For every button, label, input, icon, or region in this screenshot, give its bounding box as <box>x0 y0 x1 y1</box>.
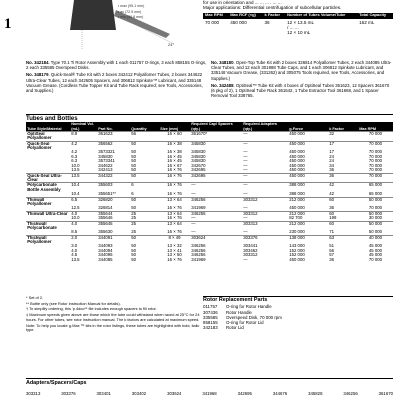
spec-table <box>203 13 393 36</box>
tubes-cell: 50 <box>131 257 136 262</box>
tubes-cell: 70 000 <box>358 173 393 183</box>
tubes-cell: — <box>243 163 248 168</box>
tubes-cell: 355651** <box>98 192 116 197</box>
tubes-column-header: Tube Style/Material <box>26 122 70 132</box>
adapter-part-number: 341968 <box>202 391 217 396</box>
tubes-table <box>26 122 393 262</box>
tubes-cell: 25 <box>131 230 136 235</box>
tubes-cell: 13 × 64 <box>159 197 190 206</box>
tubes-cell: 50 <box>130 197 159 206</box>
tubes-cell: 355645 <box>97 221 130 230</box>
tubes-cell: 344093 <box>98 244 113 249</box>
spec-header: k Factor <box>263 13 286 19</box>
tubes-cell: 50 <box>130 173 159 183</box>
spec-cell: 162 mL <box>359 19 375 25</box>
tubes-cell: 16 × 76 <box>167 192 182 197</box>
tubes-cell: 50 000 <box>358 197 393 206</box>
tubes-cell: 326814 <box>98 206 113 211</box>
tubes-cell: 8.9 <box>70 132 97 142</box>
tube-style: Thinwall Polyallomer <box>26 197 70 206</box>
tubes-cell: 143 000 <box>289 244 305 249</box>
spec-intro <box>203 0 393 11</box>
tubes-cell: 326820 <box>97 197 130 206</box>
tubes-cell: 70 000 <box>368 206 383 211</box>
tubes-cell: — <box>190 183 242 192</box>
tubes-cell: 345830 <box>191 159 206 164</box>
tubes-cell: 13 × 64 <box>159 221 190 230</box>
tubes-cell: — <box>243 150 248 155</box>
tubes-cell: 36 <box>329 206 334 211</box>
axis-label: Axis of Rotation <box>78 2 107 7</box>
adapter-part-number: 303624 <box>167 391 182 396</box>
tubes-cell: 344094 <box>98 248 113 253</box>
part-description: O-ring for Rotor Handle <box>226 304 272 310</box>
tubes-cell: 230 000 <box>289 230 305 235</box>
tubes-cell: 152 000 <box>289 248 305 253</box>
tubes-cell: 13.5 <box>70 173 97 183</box>
tubes-row <box>26 221 393 230</box>
tubes-cell: 344322 <box>97 173 130 183</box>
tubes-cell: 70 000 <box>358 132 393 142</box>
tubes-cell: — <box>242 132 288 142</box>
tubes-cell: 450 000 <box>289 163 305 168</box>
tubes-cell: 345830 <box>191 150 206 155</box>
part-description: O-ring for Rotor Lid <box>226 320 264 326</box>
tubes-cell: — <box>243 230 248 235</box>
tubes-cell: 4.0 <box>70 211 97 216</box>
adapter-part-number: 303313 <box>26 391 41 396</box>
tubes-cell: 303312 <box>242 197 288 206</box>
tubes-cell: 303624 <box>190 235 242 244</box>
tubes-cell: 4.5 <box>71 253 78 258</box>
tubes-cell: 13 × 50 <box>167 253 182 258</box>
tubes-cell: 355603 <box>97 183 130 192</box>
section-number: 1 <box>4 16 12 32</box>
tubes-cell: 10.4 <box>70 183 97 192</box>
tubes-cell: 6.3 <box>71 154 78 159</box>
tubes-cell: 13 × 64 <box>159 211 190 216</box>
tubes-cell: 45 000 <box>368 248 383 253</box>
spec-header: Number of Tubes Volume/Tube <box>285 13 357 19</box>
radius-label: r av (72.9 mm) <box>118 9 142 14</box>
tubes-cell: — <box>242 183 288 192</box>
tubes-cell: 16 × 38 <box>159 141 190 150</box>
spec-intro-line: Major applications: Differential centrifugation of subcellular particles. <box>203 5 342 11</box>
tubes-cell: 8 × 49 <box>159 235 190 244</box>
tubes-cell: 355646 <box>98 216 113 221</box>
tubes-cell: 344091 <box>97 235 130 244</box>
tubes-cell: 36 <box>329 257 334 262</box>
adapters-row <box>26 391 393 396</box>
kit-number: No. 342184 <box>26 60 49 65</box>
tube-style: Quick-Seal Polyallomer <box>26 141 70 150</box>
tubes-cell: 344085 <box>98 257 113 262</box>
tubes-cell: 345830 <box>190 141 242 150</box>
adapter-part-number: 344676 <box>272 391 288 396</box>
kit-text: . Type 70.1 Ti Rotor Assembly with 1 each 011757 O-rings, 3 each 858155 O-rings, 2 each 335585 Overspeed Disks. <box>26 60 207 71</box>
tubes-cell: 24 <box>329 154 334 159</box>
tubes-cell: 345830 <box>191 154 206 159</box>
tubes-column-header: Nominal Vol. (mL) <box>70 122 97 132</box>
tubes-cell: 4.0 <box>71 248 78 253</box>
tubes-cell: 303313 <box>242 221 288 230</box>
part-description: Overspeed Disk, 70 000 rpm <box>226 314 282 320</box>
tubes-cell: 50 <box>131 248 136 253</box>
spec-cell: 36 <box>264 19 270 25</box>
tubes-cell: 70 000 <box>368 168 383 173</box>
spec-header: Max RCF (×g) <box>228 13 262 19</box>
spec-cell: 12 × 13.5 mL / ... ... 12 × 10 mL <box>287 19 315 35</box>
tubes-cell: 51 <box>329 244 334 249</box>
tubes-cell: 71 <box>329 230 334 235</box>
tubes-cell: 303312 <box>243 253 258 258</box>
tubes-cell: — <box>243 168 248 173</box>
tubes-cell: 388 000 <box>288 183 328 192</box>
tubes-cell: 17 <box>329 150 334 155</box>
tubes-cell: 138 000 <box>288 235 328 244</box>
tubes-row <box>26 132 393 142</box>
tubes-cell: 16 × 76 <box>167 230 182 235</box>
tubes-cell: 50 000 <box>358 211 393 216</box>
tubes-cell: 16 × 45 <box>167 159 182 164</box>
radius-label: r max (95.1 mm) <box>118 4 145 8</box>
tubes-column-header: g-Force <box>288 122 328 132</box>
tubes-cell: — <box>243 216 248 221</box>
tubes-cell: 341969 <box>191 257 206 262</box>
tubes-cell: 303462 <box>243 248 258 253</box>
tubes-column-header: Quantity <box>130 122 159 132</box>
part-description: Rotor Handle <box>226 309 252 315</box>
tubes-cell: 342695 <box>191 168 206 173</box>
tubes-cell: 13 × 32 <box>167 244 182 249</box>
tubes-cell: 16 × 76 <box>167 257 182 262</box>
adapter-part-number: 342695 <box>237 391 252 396</box>
tubes-cell: 50 <box>131 168 136 173</box>
part-number: 335585 <box>203 314 218 320</box>
tubes-cell: — <box>243 257 248 262</box>
tubes-cell: — <box>190 221 242 230</box>
kit-item <box>211 83 393 99</box>
tubes-row <box>26 235 393 244</box>
tubes-cell: 346256 <box>191 244 206 249</box>
tubes-cell: 6.5 <box>70 197 97 206</box>
tubes-cell: 16 × 76 <box>159 183 190 192</box>
replacement-part <box>203 325 393 330</box>
tubes-cell: 70 000 <box>368 154 383 159</box>
tubes-cell: 70 000 <box>358 141 393 150</box>
tubes-cell: 17 <box>328 141 358 150</box>
tubes-cell: 450 000 <box>288 132 328 142</box>
tubes-cell: 82 700 <box>289 216 303 221</box>
tubes-cell: 303312 <box>242 211 288 216</box>
tubes-cell: 57 <box>329 253 334 258</box>
tubes-cell: 60 <box>328 197 358 206</box>
kit-column-right <box>211 60 393 98</box>
tube-style: Thickwall Polycarbonate <box>26 221 70 230</box>
adapter-part-number: 345828 <box>308 391 323 396</box>
footnote: Note: To help you locate g-Max ™ kits in the rotor listings, these tubes are highlighted with bold, italic type. <box>26 322 200 333</box>
spec-header: Total Capacity <box>357 13 393 19</box>
tubes-cell: 346256 <box>190 197 242 206</box>
kit-item <box>211 60 393 81</box>
adapter-part-number: 361670 <box>378 391 393 396</box>
tubes-cell: 70 000 <box>368 163 383 168</box>
footnote: * Set of 2. <box>26 295 44 300</box>
tubes-cell: 16 × 38 <box>167 150 182 155</box>
tubes-cell: — <box>243 206 248 211</box>
tubes-cell: 65 000 <box>358 183 393 192</box>
tubes-column-header: Required Cap/ Spacers (qty.) <box>190 122 242 132</box>
adapter-part-number: 346256 <box>343 391 358 396</box>
spec-header: Max RPM <box>203 13 228 19</box>
tubes-cell: 356562 <box>97 141 130 150</box>
tubes-cell: 70 000 <box>368 150 383 155</box>
tube-style: Thickwall Polyallomer <box>26 235 70 244</box>
tubes-cell: 25 <box>130 211 159 216</box>
tubes-column-header: Part No. <box>97 122 130 132</box>
tubes-cell: 50 <box>131 253 136 258</box>
tube-style <box>26 258 70 263</box>
tubes-cell: 355644 <box>97 211 130 216</box>
tubes-cell: 40 000 <box>358 235 393 244</box>
tubes-cell: 13.5 <box>71 168 80 173</box>
tubes-cell: 30 000 <box>368 216 383 221</box>
tubes-cell: 50 <box>131 150 136 155</box>
spec-intro-line: for use in orientation and ... ... ... . ... ... <box>203 0 282 5</box>
tubes-cell: 45 000 <box>368 244 383 249</box>
kit-column-left <box>26 60 208 98</box>
tubes-cell: 50 <box>131 163 136 168</box>
tubes-cell: 50 <box>131 206 136 211</box>
tubes-cell: 450 000 <box>289 154 305 159</box>
footnote: † To simplify ordering, this 'p.4doc** file includes enough spacers to fill rotor. <box>26 306 157 312</box>
tubes-cell: 8.5 <box>71 230 78 235</box>
tubes-cell: 450 000 <box>289 150 305 155</box>
kit-number: No. 348180 <box>211 60 234 65</box>
tubes-cell: 4.2 <box>71 150 78 155</box>
tubes-cell: 16 × 45 <box>167 154 182 159</box>
tubes-cell: 6 <box>130 183 159 192</box>
tubes-cell: 42 <box>328 183 358 192</box>
tubes-cell: 152 000 <box>289 253 305 258</box>
kit-item <box>26 60 208 70</box>
tubes-column-header: Size (mm) <box>159 122 190 132</box>
tube-style: Polycarbonate Bottle Assembly <box>26 183 70 192</box>
tubes-cell: 10.0 <box>71 163 80 168</box>
kit-number: No. 348179 <box>26 72 49 78</box>
tubes-cell: 13.5 <box>71 257 80 262</box>
tubes-cell: 2.0 <box>70 235 97 244</box>
tubes-cell: 342413 <box>98 168 113 173</box>
tubes-cell: 32 <box>328 132 358 142</box>
tubes-cell: 13 × 41 <box>167 248 182 253</box>
tubes-cell: 16 × 76 <box>167 206 182 211</box>
replacement-parts <box>203 296 393 331</box>
kit-text: . Open-Top Tube Kit with 2 boxes 326814 Polyallomer Tubes, 2 each 344085 Ultra-Clear Tubes, and 12 each 301988 Tube Caps, and 1 each 306812 Spinkote Lubricant, and 335148 Vacuum Grease, (331262) and 305075 Tools required, see Tools, Accessories, and Supplies.) <box>211 60 392 81</box>
part-description: Rotor Lid <box>226 325 244 331</box>
tubes-cell: 16 × 76 <box>167 216 182 221</box>
tubes-cell: 355630 <box>98 230 113 235</box>
tubes-cell: 345830 <box>98 154 113 159</box>
tubes-cell: 361623 <box>97 132 130 142</box>
angle-label: 24° <box>168 42 175 47</box>
tubes-column-header: Max RPM <box>358 122 393 132</box>
tubes-cell: 50 000 <box>358 221 393 230</box>
tubes-cell: 450 000 <box>288 173 328 183</box>
tubes-cell: 388 000 <box>289 192 305 197</box>
tubes-cell: 50 <box>130 235 159 244</box>
tubes-cell: — <box>243 154 248 159</box>
tubes-cell: — <box>191 192 196 197</box>
tubes-cell: — <box>242 173 288 183</box>
tube-style: Thinwall Ultra-Clear <box>26 211 70 216</box>
spec-block <box>203 0 393 36</box>
radius-labels <box>118 4 144 21</box>
tubes-cell: 344095 <box>98 253 113 258</box>
tubes-cell: 12.5 <box>71 206 80 211</box>
tubes-cell: 25 <box>130 221 159 230</box>
tubes-cell: 36 <box>328 173 358 183</box>
tube-style: Quick-Seal Ultra-Clear <box>26 173 70 183</box>
tubes-cell: 42 <box>329 192 334 197</box>
tubes-cell: 344622 <box>98 163 113 168</box>
tubes-cell: 3.0 <box>71 244 78 249</box>
tubes-cell: 212 000 <box>288 221 328 230</box>
tubes-cell: — <box>242 141 288 150</box>
kit-text: . Quick-Seal® Tube Kit with 2 boxes 342412 Polyallomer Tubes, 2 boxes 344622 Ultra-Clear Tubes, 12 each 342605 Spacers, and 306812 Spinkote™ Lubricant, and 335148 Vacuum Grease. (Cordless Tube Topper Kit and Tube Rack required; see Tools, Accessories, and Supplies.) <box>26 72 203 94</box>
tubes-cell: 450 000 <box>289 159 305 164</box>
tubes-cell: 3573321 <box>98 150 115 155</box>
adapters-title: Adapters/Spacers/Caps <box>26 378 393 386</box>
tubes-cell: 450 000 <box>289 206 305 211</box>
tubes-cell: 50 <box>131 244 136 249</box>
tubes-cell: 16 × 76 <box>159 173 190 183</box>
tubes-cell: — <box>243 159 248 164</box>
tubes-cell: 212 000 <box>288 211 328 216</box>
adapter-part-number: 303401 <box>96 391 111 396</box>
radius-label: r min (50.8 mm) <box>118 15 144 19</box>
part-number: 858155 <box>203 320 218 326</box>
tubes-cell: 70 000 <box>368 257 383 262</box>
tubes-cell: 212 000 <box>288 197 328 206</box>
tubes-cell: 50 <box>131 159 136 164</box>
replacement-parts-list <box>203 304 393 330</box>
tubes-cell: 361670* <box>190 132 242 142</box>
tubes-cell: 24 <box>329 159 334 164</box>
tubes-cell: 450 000 <box>289 257 305 262</box>
tubes-cell: 4.2 <box>70 141 97 150</box>
tubes-cell: 50 <box>130 141 159 150</box>
tubes-cell: 450 000 <box>288 141 328 150</box>
kit-item <box>26 72 208 93</box>
tubes-cell: 6.3 <box>71 159 78 164</box>
tubes-cell: 3573341 <box>98 159 115 164</box>
tubes-cell: 25 <box>131 216 136 221</box>
spec-cell: 70 000 <box>205 19 220 25</box>
adapter-part-number: 303402 <box>131 391 147 396</box>
tubes-row <box>26 141 393 150</box>
footnote: ** Bottle only (see Rotor Instruction Manual for details). <box>26 300 121 306</box>
tubes-cell: 199 <box>329 216 337 221</box>
tubes-cell: 60 <box>328 221 358 230</box>
tubes-cell: 70 000 <box>368 159 383 164</box>
tubes-column-header: k Factor <box>328 122 358 132</box>
tubes-cell: 303441 <box>243 244 258 249</box>
tubes-cell: — <box>191 216 196 221</box>
kit-number: No. 342488 <box>211 82 234 88</box>
tubes-cell: 16 × 60 <box>159 132 190 142</box>
tubes-row <box>26 183 393 192</box>
kit-descriptions <box>26 60 393 98</box>
tubes-cell: 341969 <box>191 206 206 211</box>
adapter-part-number: 303376 <box>61 391 76 396</box>
tubes-cell: 50 000 <box>368 230 383 235</box>
part-number: 307436 <box>203 309 218 315</box>
tubes-cell: — <box>191 230 196 235</box>
tubes-cell: 342670 <box>191 163 206 168</box>
tubes-cell: 50 <box>131 154 136 159</box>
tubes-cell: — <box>243 192 248 197</box>
tubes-cell: 346256 <box>190 211 242 216</box>
tubes-cell: 450 000 <box>289 168 305 173</box>
tubes-column-header: Required Adapters (qty.) <box>242 122 288 132</box>
tubes-cell: 346256 <box>191 253 206 258</box>
footnotes <box>26 296 206 334</box>
tubes-cell: 303376 <box>242 235 288 244</box>
tubes-cell: 63 <box>328 235 358 244</box>
tubes-cell: 342695 <box>190 173 242 183</box>
tubes-cell: 4.0 <box>70 221 97 230</box>
tube-style: OptiSeal Polyallomer <box>26 132 70 142</box>
tubes-row <box>26 173 393 183</box>
tubes-cell: 34 <box>329 163 334 168</box>
footnote: ‡ Maximum speeds given above are those which the tube could withstand when raced at 25°C for 24 hours. For other tubes, see rotor instruction manual. The k factors are calculated at maximum speed. <box>26 312 200 322</box>
tubes-cell: 346256 <box>191 248 206 253</box>
kit-text: . OptiSeal™ Tube Kit with 4 boxes of OptiSeal Tubes 361623, 12 Spacers 361670 (6 pkg of 2), 1 OptiSeal Tube Rack 361642, 1 Tube Extractor Tool 361668, and 1 Spacer Removal Tool 338765. <box>211 82 390 99</box>
tubes-cell: 6 <box>131 192 134 197</box>
tubes-cell: 60 <box>328 211 358 216</box>
part-number: 342183 <box>203 325 218 331</box>
tubes-row <box>26 258 393 263</box>
tubes-row <box>26 197 393 206</box>
tubes-cell: 45 000 <box>368 253 383 258</box>
tubes-cell: 10.4 <box>71 192 80 197</box>
tubes-cell: 56 <box>130 132 159 142</box>
tubes-cell: 10.0 <box>71 216 80 221</box>
tubes-cell: 16 × 76 <box>167 168 182 173</box>
tubes-cell: 36 <box>329 168 334 173</box>
part-number: 011757 <box>203 304 218 310</box>
tubes-cell: 16 × 67 <box>167 163 182 168</box>
replacement-parts-title: Rotor Replacement Parts <box>203 296 393 303</box>
tubes-cell: 65 000 <box>368 192 383 197</box>
tubes-title: Tubes and Bottles <box>26 114 393 122</box>
tubes-cell: 56 <box>329 248 334 253</box>
spec-cell: 450 000 <box>230 19 247 25</box>
